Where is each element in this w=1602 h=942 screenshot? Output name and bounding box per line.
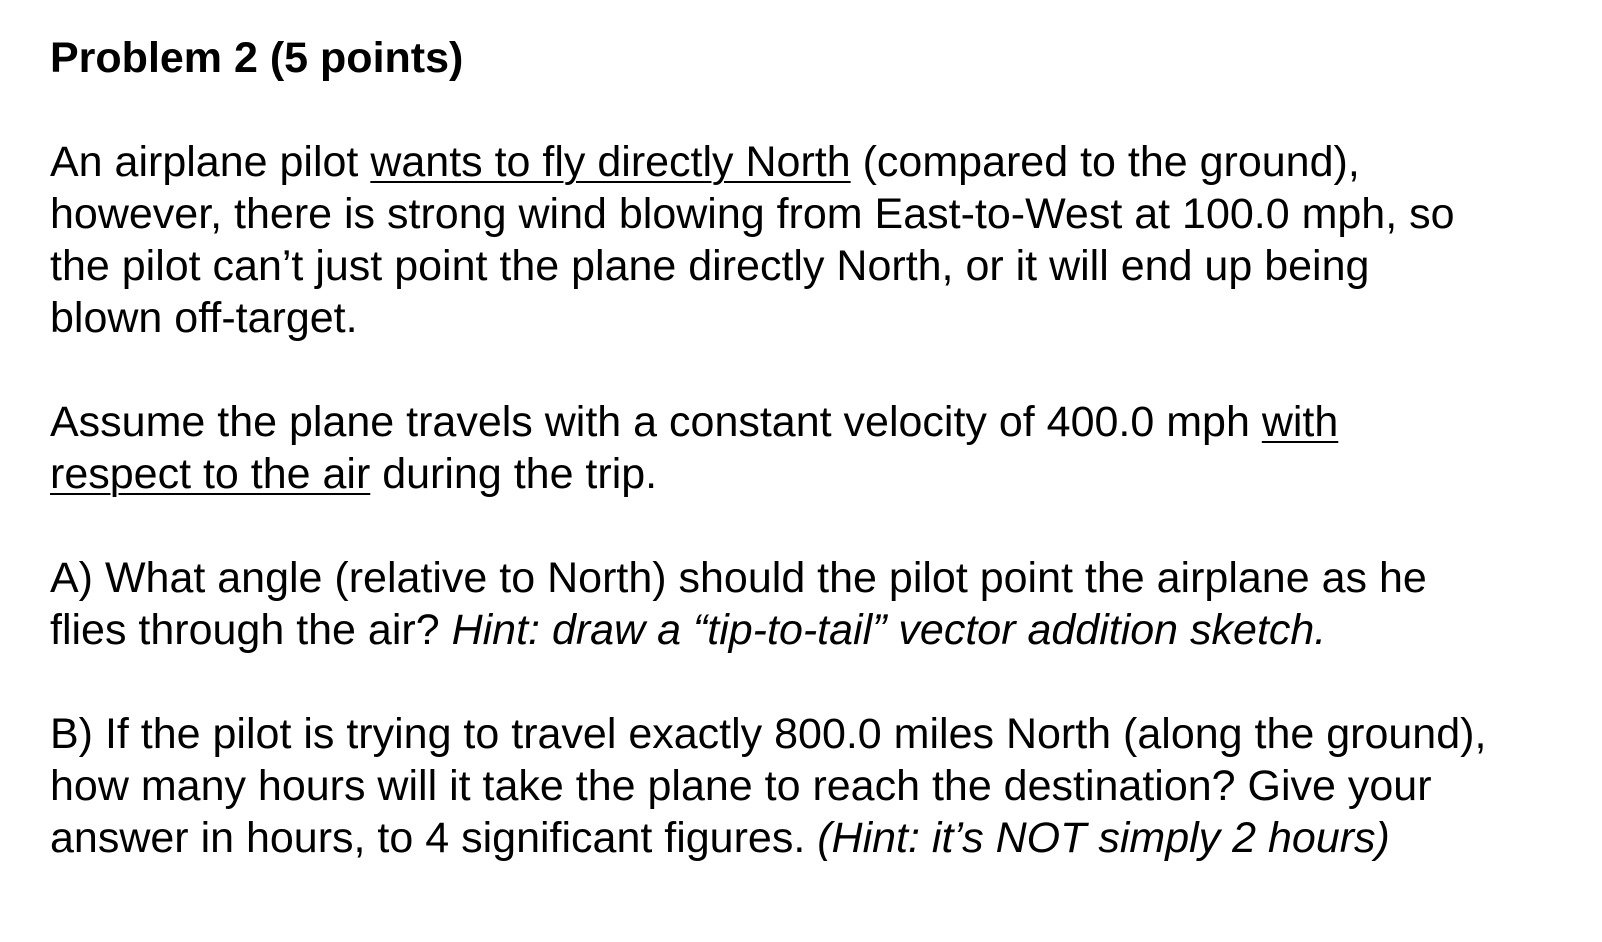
part-a-line-1: A) What angle (relative to North) should the pilot point the airplane as he <box>50 554 1427 602</box>
assumption-line-1-start: Assume the plane travels with a constant velocity of 400.0 mph <box>50 398 1262 446</box>
part-b-line-2: how many hours will it take the plane to reach the destination? Give your <box>50 762 1432 810</box>
assumption-underlined-word: with <box>1261 398 1339 446</box>
part-b-line-1: B) If the pilot is trying to travel exactly 800.0 miles North (along the ground), <box>50 710 1487 758</box>
problem-document <box>50 32 1595 864</box>
intro-line-1-start: An airplane pilot <box>50 138 371 186</box>
part-b-line-3 <box>50 812 1595 864</box>
assumption-line-2 <box>50 448 1595 500</box>
assumption-line-2-end: during the trip. <box>370 450 658 498</box>
assumption-line-1 <box>50 396 1595 448</box>
intro-line-1-end: (compared to the ground), <box>850 138 1360 186</box>
intro-line-1 <box>50 136 1595 188</box>
part-b-line-3-start: answer in hours, to 4 significant figures. <box>50 814 818 862</box>
intro-line-2: however, there is strong wind blowing from East-to-West at 100.0 mph, so <box>50 190 1455 238</box>
part-a-hint: Hint: draw a “tip-to-tail” vector addition sketch. <box>451 606 1327 654</box>
part-b-question <box>50 708 1595 864</box>
part-a-line-2 <box>50 604 1595 656</box>
part-b-hint: (Hint: it’s NOT simply 2 hours) <box>817 814 1390 862</box>
assumption-underlined-phrase: respect to the air <box>50 450 371 498</box>
intro-paragraph <box>50 136 1595 344</box>
part-a-line-2-start: flies through the air? <box>50 606 452 654</box>
intro-underlined-phrase: wants to fly directly North <box>370 138 851 186</box>
intro-line-4: blown off-target. <box>50 294 358 342</box>
part-a-question <box>50 552 1595 656</box>
problem-title: Problem 2 (5 points) <box>50 34 464 82</box>
intro-line-3: the pilot can’t just point the plane directly North, or it will end up being <box>50 242 1370 290</box>
assumption-paragraph <box>50 396 1595 500</box>
